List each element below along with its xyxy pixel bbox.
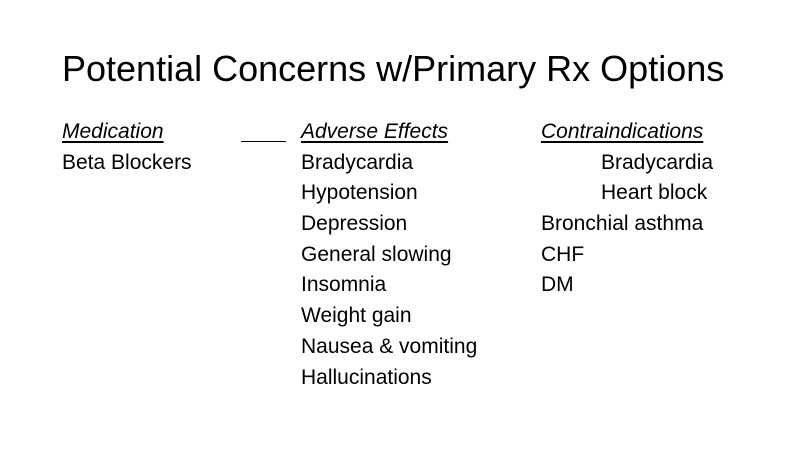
slide-title: Potential Concerns w/Primary Rx Options <box>62 48 725 89</box>
adverse-effect-item: Hypotension <box>301 181 418 205</box>
contraindications-column <box>541 117 713 301</box>
contraindication-item: Bronchial asthma <box>541 212 704 236</box>
adverse-effects-column <box>301 117 477 393</box>
adverse-effect-item: Hallucinations <box>301 365 432 389</box>
adverse-effect-item: Bradycardia <box>301 150 414 174</box>
adverse-effects-header: Adverse Effects <box>301 120 449 143</box>
adverse-effect-item: Nausea & vomiting <box>301 334 478 358</box>
contraindication-item: CHF <box>541 242 585 266</box>
adverse-effect-item: Depression <box>301 212 408 236</box>
adverse-effect-item: General slowing <box>301 242 452 266</box>
contraindication-item: DM <box>541 273 574 297</box>
adverse-effect-item: Insomnia <box>301 273 387 297</box>
medication-item: Beta Blockers <box>62 150 192 174</box>
adverse-effect-item: Weight gain <box>301 304 412 328</box>
contraindication-item: Bradycardia <box>601 150 714 174</box>
contraindications-header: Contraindications <box>541 120 704 143</box>
header-divider-line <box>241 141 286 142</box>
medication-column <box>62 117 192 178</box>
contraindication-item: Heart block <box>601 181 708 205</box>
medication-header: Medication <box>62 120 164 143</box>
